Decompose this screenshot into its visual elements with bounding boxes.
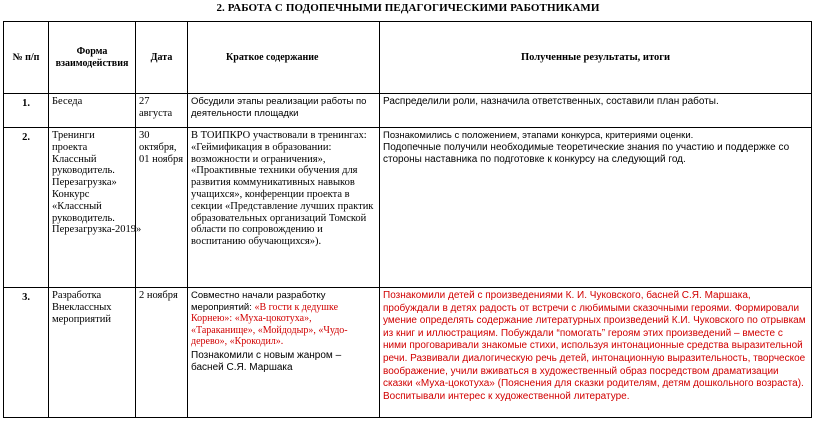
row-results bbox=[380, 128, 812, 288]
table-row bbox=[4, 128, 812, 288]
header-summary: Краткое содержание bbox=[188, 22, 380, 94]
row-form: Беседа bbox=[49, 94, 136, 128]
results-intro: Познакомились с положением, этапами конкурса, критериями оценки. bbox=[383, 130, 694, 141]
row-num: 1. bbox=[4, 94, 49, 128]
row-date: 27 августа bbox=[136, 94, 188, 128]
table-header-row bbox=[4, 22, 812, 94]
row-num: 2. bbox=[4, 128, 49, 288]
summary-events: «В гости к дедушке Корнею»: «Муха-цокотуха», «Тараканище», «Мойдодыр», «Чудо-дерево», «Крокодил». bbox=[191, 301, 348, 347]
row-form: Разработка Внеклассных мероприятий bbox=[49, 288, 136, 418]
summary-intro: Совместно начали разработку мероприятий: bbox=[191, 290, 326, 313]
results-main: Подопечные получили необходимые теоретические знания по участию и поддержке со стороны наставника по подготовке к конкурсу на следующий год. bbox=[383, 141, 790, 165]
header-date: Дата bbox=[136, 22, 188, 94]
row-results: Распределили роли, назначила ответственных, составили план работы. bbox=[380, 94, 812, 128]
row-num: 3. bbox=[4, 288, 49, 418]
mentoring-table bbox=[3, 21, 812, 418]
row-summary: В ТОИПКРО участвовали в тренингах: «Геймификация в образовании: возможности и ограничения», «Проактивные техники обучения для развития коммуникативных навыков учащихся», конференции проекта в секции «Представление лучших практик образовательных организаций Томской области по сопровождению и воспитанию обучающихся»). bbox=[188, 128, 380, 288]
header-num: № п/п bbox=[4, 22, 49, 94]
header-form: Форма взаимодействия bbox=[49, 22, 136, 94]
row-results: Познакомили детей с произведениями К. И. Чуковского, басней С.Я. Маршака, пробуждали в детях радость от встречи с любимыми сказочными героями. Формировали умение определять содержание литературных произведений К.И. Чуковского по отрывкам из книг и иллюстрациям. Побуждали “помогать” героям этих произведений – вместе с ними проговаривали знакомые стихи, используя интонационные средства выразительной речи. Развивали диалогическую речь детей, интонационную выразительность, творческое воображение, учили вживаться в художественный образ посредством драматизации сказки «Муха-цокотуха» (Пояснения для сказки родителям, детям дошкольного возраста). Воспитывали интерес к художественной литературе. bbox=[380, 288, 812, 418]
section-heading: 2. РАБОТА С ПОДОПЕЧНЫМИ ПЕДАГОГИЧЕСКИМИ РАБОТНИКАМИ bbox=[216, 2, 600, 14]
row-summary bbox=[188, 288, 380, 418]
row-summary: Обсудили этапы реализации работы по деятельности площадки bbox=[188, 94, 380, 128]
table-row bbox=[4, 288, 812, 418]
header-results: Полученные результаты, итоги bbox=[380, 22, 812, 94]
table-row bbox=[4, 94, 812, 128]
row-date: 2 ноября bbox=[136, 288, 188, 418]
row-date: 30 октября, 01 ноября bbox=[136, 128, 188, 288]
row-form: Тренинги проекта Классный руководитель. Перезагрузка» Конкурс «Классный руководитель. Перезагрузка-2019» bbox=[49, 128, 136, 288]
summary-genre: Познакомили с новым жанром – басней С.Я. Маршака bbox=[191, 349, 342, 373]
